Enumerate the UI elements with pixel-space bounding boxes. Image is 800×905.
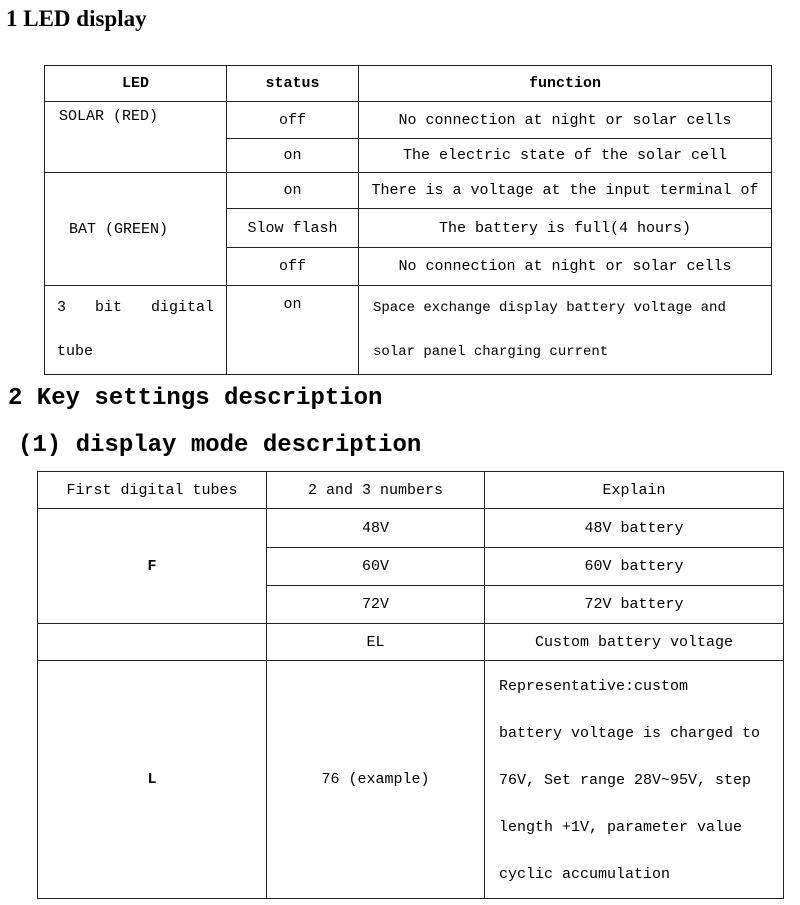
table-header-row bbox=[45, 66, 772, 102]
function-cell: The electric state of the solar cell bbox=[359, 139, 772, 173]
number-cell: 76 (example) bbox=[267, 661, 485, 899]
explain-cell bbox=[485, 661, 784, 899]
status-cell: on bbox=[227, 173, 359, 209]
explain-line: Representative:custom bbox=[499, 678, 689, 695]
number-cell: 60V bbox=[267, 548, 485, 586]
status-cell: Slow flash bbox=[227, 209, 359, 248]
table-header-row bbox=[38, 472, 784, 509]
explain-cell: 60V battery bbox=[485, 548, 784, 586]
function-cell: There is a voltage at the input terminal of bbox=[359, 173, 772, 209]
table-row bbox=[38, 661, 784, 899]
function-cell: The battery is full(4 hours) bbox=[359, 209, 772, 248]
status-cell: off bbox=[227, 248, 359, 286]
number-cell: 72V bbox=[267, 586, 485, 624]
mode-label-l: L bbox=[38, 661, 267, 899]
number-cell: EL bbox=[267, 624, 485, 661]
mode-label-blank bbox=[38, 624, 267, 661]
led-label-solar: SOLAR (RED) bbox=[45, 102, 227, 173]
explain-line: 76V, Set range 28V~95V, step bbox=[499, 772, 752, 789]
header-led: LED bbox=[45, 66, 227, 102]
mode-label-f: F bbox=[38, 509, 267, 624]
status-cell: on bbox=[227, 286, 359, 375]
led-label-bat: BAT (GREEN) bbox=[45, 173, 227, 286]
explain-cell: Custom battery voltage bbox=[485, 624, 784, 661]
display-mode-table bbox=[37, 471, 784, 899]
explain-line: battery voltage is charged to bbox=[499, 725, 761, 742]
number-cell: 48V bbox=[267, 509, 485, 548]
led-display-table bbox=[44, 65, 772, 375]
explain-cell: 72V battery bbox=[485, 586, 784, 624]
digital-label-line2: tube bbox=[57, 343, 94, 360]
header-first-digital-tubes: First digital tubes bbox=[38, 472, 267, 509]
table-row bbox=[45, 173, 772, 209]
table-row bbox=[45, 102, 772, 139]
explain-line: cyclic accumulation bbox=[499, 866, 671, 883]
table-row bbox=[38, 624, 784, 661]
header-function: function bbox=[359, 66, 772, 102]
table-row bbox=[38, 509, 784, 548]
function-cell: No connection at night or solar cells bbox=[359, 102, 772, 139]
explain-cell: 48V battery bbox=[485, 509, 784, 548]
explain-line: length +1V, parameter value bbox=[499, 819, 743, 836]
section2-subtitle: (1) display mode description bbox=[18, 432, 422, 459]
section1-title: 1 LED display bbox=[6, 6, 147, 31]
status-cell: on bbox=[227, 139, 359, 173]
header-status: status bbox=[227, 66, 359, 102]
header-explain: Explain bbox=[485, 472, 784, 509]
function-cell bbox=[359, 286, 772, 375]
header-numbers: 2 and 3 numbers bbox=[267, 472, 485, 509]
digital-label-line1: 3 bit digital bbox=[57, 299, 214, 316]
function-cell: No connection at night or solar cells bbox=[359, 248, 772, 286]
led-label-digital-tube bbox=[45, 286, 227, 375]
function-line1: Space exchange display battery voltage and bbox=[373, 300, 726, 316]
function-line2: solar panel charging current bbox=[373, 344, 609, 360]
section2-title: 2 Key settings description bbox=[8, 385, 383, 412]
status-cell: off bbox=[227, 102, 359, 139]
table-row bbox=[45, 286, 772, 375]
